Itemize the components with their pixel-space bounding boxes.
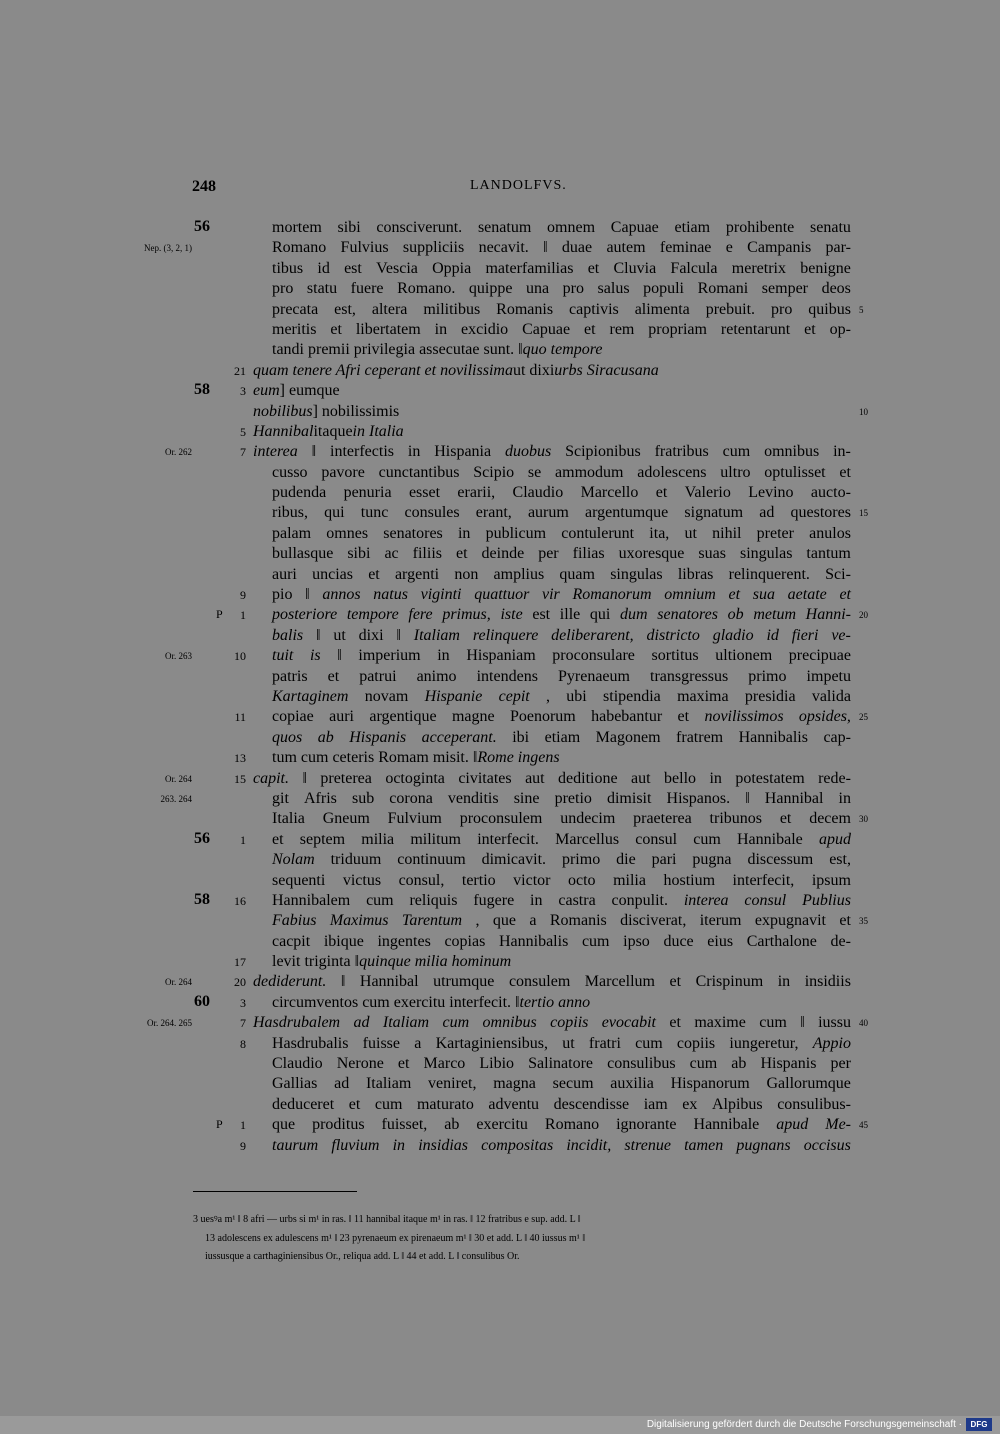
source-line-number: 10 — [234, 649, 246, 664]
line-count-number: 25 — [859, 712, 868, 723]
source-line-number: 21 — [234, 363, 246, 378]
text-line — [0, 1136, 1000, 1156]
text-line — [0, 238, 1000, 258]
text-line — [0, 646, 1000, 666]
margin-reference: Or. 264 — [165, 773, 192, 784]
line-text: patris et patrui animo intendens Pyrenaeum transgressus primo impetu — [272, 667, 851, 685]
line-text: Claudio Nerone et Marco Libio Salinatore consulibus cum ab Hispanis per — [272, 1055, 851, 1073]
text-line — [0, 1034, 1000, 1054]
footer-bar — [0, 1416, 1000, 1434]
p-marker: P — [216, 607, 223, 622]
source-line-number: 1 — [240, 608, 246, 623]
text-line — [0, 932, 1000, 952]
line-text: taurum fluvium in insidias compositas incidit, strenue tamen pugnans occisus — [272, 1136, 851, 1154]
line-text: copiae auri argentique magne Poenorum habebantur et novilissimos opsides, — [272, 708, 851, 726]
text-line — [0, 707, 1000, 727]
source-line-number: 1 — [240, 832, 246, 847]
page-number: 248 — [192, 178, 216, 195]
text-line — [0, 279, 1000, 299]
line-count-number: 20 — [859, 610, 868, 621]
text-line — [0, 1115, 1000, 1135]
footnote-line: iussusque a carthaginiensibus Or., reliqua add. L ‖ 44 et add. L ‖ consulibus Or. — [205, 1251, 520, 1262]
text-line — [0, 626, 1000, 646]
footnote-line: 13 adolescens ex adulescens m¹ ‖ 23 pyrenaeum ex pirenaeum m¹ ‖ 30 et add. L ‖ 40 iussus m¹ ‖ — [205, 1232, 586, 1244]
text-line — [0, 605, 1000, 625]
line-text: palam omnes senatores in publicum contulerunt ita, ut nihil preter anulos — [272, 524, 851, 542]
source-line-number: 13 — [234, 751, 246, 766]
text-line — [0, 340, 1000, 360]
source-line-number: 20 — [234, 975, 246, 990]
line-text: Hasdrubalem ad Italiam cum omnibus copiis evocabit et maxime cum ‖ iussu — [253, 1014, 851, 1032]
line-text: Nolam triduum continuum dimicavit. primo die pari pugna discessum est, — [272, 851, 851, 869]
line-text: auri uncias et argenti non amplius quam singulas libras relinquerent. Sci- — [272, 565, 851, 583]
source-line-number: 15 — [234, 771, 246, 786]
source-line-number: 8 — [240, 1036, 246, 1051]
section-number: 56 — [194, 218, 210, 235]
text-line — [0, 442, 1000, 462]
line-text: Hannibalem cum reliquis fugere in castra conpulit. interea consul Publius — [272, 891, 851, 909]
text-line — [0, 748, 1000, 768]
footnotes — [193, 1211, 853, 1267]
text-line — [0, 565, 1000, 585]
line-count-number: 10 — [859, 406, 868, 417]
text-line — [0, 544, 1000, 564]
line-text: dediderunt. ‖ Hannibal utrumque consulem Marcellum et Crispinum in insidiis — [253, 973, 851, 991]
line-text: mortem sibi consciverunt. senatum omnem Capuae etiam prohibente senatu — [272, 219, 851, 236]
line-text: deduceret et cum maturato adventu descendisse iam ex Alpibus consulibus- — [272, 1095, 851, 1113]
line-text: cusso pavore cunctantibus Scipio se ammodum adolescens ultro optulisset et — [272, 463, 851, 481]
text-line — [0, 789, 1000, 809]
section-number: 58 — [194, 381, 210, 399]
line-text: git Afris sub corona venditis sine pretio dimisit Hispanos. ‖ Hannibal in — [272, 789, 851, 807]
footnote-line: 3 uesꝰa m¹ ‖ 8 afri — urbs si m¹ in ras. ‖ 11 hannibal itaque m¹ in ras. ‖ 12 fratribus e sup. add. L ‖ — [193, 1214, 581, 1225]
text-line — [0, 1074, 1000, 1094]
text-line — [0, 402, 1000, 422]
source-line-number: 11 — [234, 710, 246, 725]
line-text: interea ‖ interfectis in Hispania duobus Scipionibus fratribus cum omnibus in- — [253, 443, 851, 461]
text-line — [0, 952, 1000, 972]
line-text: ribus, qui tunc consules erant, aurum argentumque signatum ad questores — [272, 504, 851, 522]
text-line — [0, 1095, 1000, 1115]
text-line — [0, 422, 1000, 442]
line-text: quam tenere Afri ceperant et novilissima ut dixi urbs Siracusana — [253, 361, 659, 379]
text-line — [0, 891, 1000, 911]
line-text: pio ‖ annos natus viginti quattuor vir Romanorum omnium et sua aetate et — [272, 586, 851, 604]
line-text: Fabius Maximus Tarentum , que a Romanis disciverat, iterum expugnavit et — [272, 912, 851, 930]
source-line-number: 1 — [240, 1118, 246, 1133]
source-line-number: 9 — [240, 588, 246, 603]
line-text: Hannibal itaque in Italia — [253, 422, 404, 440]
line-count-number: 35 — [859, 916, 868, 927]
margin-reference: 263. 264 — [160, 793, 192, 804]
line-count-number: 45 — [859, 1120, 868, 1131]
line-text: pudenda penuria esset erarii, Claudio Marcello et Valerio Levino aucto- — [272, 484, 851, 502]
source-line-number: 9 — [240, 1138, 246, 1153]
section-number: 56 — [194, 829, 210, 847]
line-text: circumventos cum exercitu interfecit. ‖ tertio anno — [272, 993, 591, 1011]
p-marker: P — [216, 1117, 223, 1132]
text-line — [0, 667, 1000, 687]
source-line-number: 16 — [234, 893, 246, 908]
line-text: nobilibus ] nobilissimis — [253, 402, 400, 420]
text-line — [0, 524, 1000, 544]
line-text: bullasque sibi ac filiis et deinde per filias uxoresque suas singulas tantum — [272, 545, 851, 563]
text-line — [0, 361, 1000, 381]
line-count-number: 40 — [859, 1018, 868, 1029]
line-text: precata est, altera militibus Romanis captivis alimenta prebuit. pro quibus — [272, 300, 851, 318]
text-line — [0, 911, 1000, 931]
main-text — [0, 218, 1000, 1156]
margin-reference: Or. 264. 265 — [147, 1018, 192, 1029]
page-header — [0, 178, 1000, 200]
line-text: quos ab Hispanis acceperant. ibi etiam Magonem fratrem Hannibalis cap- — [272, 728, 851, 746]
line-text: Gallias ad Italiam veniret, magna secum auxilia Hispanorum Gallorumque — [272, 1075, 851, 1093]
margin-reference: Or. 263 — [165, 651, 192, 662]
line-text: eum ] eumque — [253, 382, 340, 400]
margin-reference: Or. 262 — [165, 447, 192, 458]
text-line — [0, 1013, 1000, 1033]
text-line — [0, 972, 1000, 992]
line-text: Italia Gneum Fulvium proconsulem undecim praeterea tribunos et decem — [272, 810, 851, 828]
line-text: et septem milia militum interfecit. Marcellus consul cum Hannibale apud — [272, 830, 851, 848]
text-line — [0, 993, 1000, 1013]
source-line-number: 3 — [240, 995, 246, 1010]
running-title: LANDOLFVS. — [470, 178, 567, 193]
text-line — [0, 585, 1000, 605]
text-line — [0, 1054, 1000, 1074]
text-line — [0, 300, 1000, 320]
line-text: posteriore tempore fere primus, iste est ille qui dum senatores ob metum Hanni- — [272, 606, 851, 624]
text-line — [0, 320, 1000, 340]
margin-reference: Nep. (3, 2, 1) — [144, 243, 192, 254]
text-line — [0, 503, 1000, 523]
line-count-number: 30 — [859, 814, 868, 825]
text-line — [0, 381, 1000, 401]
line-text: Hasdrubalis fuisse a Kartaginiensibus, ut fratri cum copiis iungeretur, Appio — [272, 1034, 851, 1052]
section-number: 60 — [194, 992, 210, 1010]
line-text: tuit is ‖ imperium in Hispaniam proconsulare sortitus ultionem precipuae — [272, 647, 851, 665]
footnote-separator — [193, 1191, 357, 1192]
dfg-logo: DFG — [966, 1418, 992, 1431]
text-line — [0, 687, 1000, 707]
footer-credit: Digitalisierung gefördert durch die Deutsche Forschungsgemeinschaft · — [646, 1419, 962, 1430]
source-line-number: 7 — [240, 445, 246, 460]
line-text: Romano Fulvius suppliciis necavit. ‖ duae autem feminae e Campanis par- — [272, 239, 851, 257]
line-text: que proditus fuisset, ab exercitu Romano ignorante Hannibale apud Me- — [272, 1116, 851, 1134]
text-line — [0, 871, 1000, 891]
line-text: meritis et libertatem in excidio Capuae et rem propriam retentarunt et op- — [272, 320, 851, 338]
source-line-number: 5 — [240, 424, 246, 439]
text-line — [0, 483, 1000, 503]
line-count-number: 15 — [859, 508, 868, 519]
line-text: pro statu fuere Romano. quippe una pro salus populi Romani semper deos — [272, 280, 851, 298]
line-text: tum cum ceteris Romam misit. ‖ Rome ingens — [272, 749, 560, 767]
text-line — [0, 769, 1000, 789]
text-line — [0, 830, 1000, 850]
line-text: cacpit ibique ingentes copias Hannibalis cum ipso duce eius Carthalone de- — [272, 932, 851, 950]
line-count-number: 5 — [859, 304, 864, 315]
source-line-number: 17 — [234, 955, 246, 970]
section-number: 58 — [194, 890, 210, 908]
text-line — [0, 809, 1000, 829]
line-text: Kartaginem novam Hispanie cepit , ubi stipendia maxima presidia valida — [272, 687, 851, 705]
margin-reference: Or. 264 — [165, 977, 192, 988]
text-line — [0, 728, 1000, 748]
line-text: capit. ‖ preterea octoginta civitates aut deditione aut bello in potestatem rede- — [253, 769, 851, 787]
line-text: tandi premii privilegia assecutae sunt. ‖ quo tempore — [272, 341, 603, 359]
line-text: sequenti victus consul, tertio victor octo milia hostium interfecit, ipsum — [272, 871, 851, 889]
text-line — [0, 218, 1000, 238]
line-text: levit triginta ‖ quinque milia hominum — [272, 953, 512, 971]
text-line — [0, 259, 1000, 279]
text-line — [0, 463, 1000, 483]
line-text: tibus id est Vescia Oppia materfamilias et Cluvia Falcula meretrix benigne — [272, 259, 851, 277]
text-line — [0, 850, 1000, 870]
source-line-number: 3 — [240, 384, 246, 399]
line-text: balis ‖ ut dixi ‖ Italiam relinquere deliberarent, districto gladio id fieri ve- — [272, 626, 851, 644]
source-line-number: 7 — [240, 1016, 246, 1031]
